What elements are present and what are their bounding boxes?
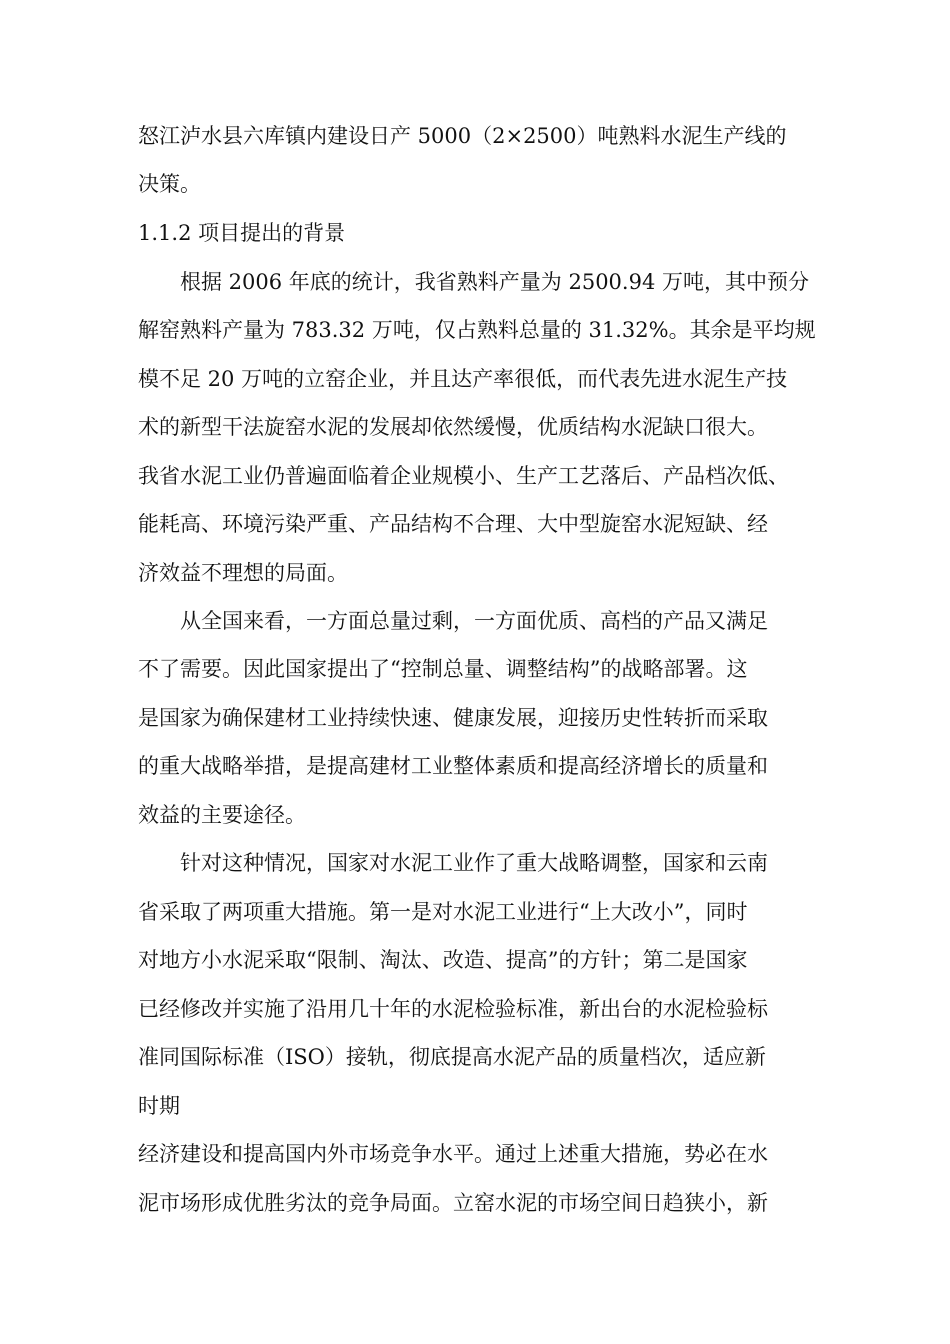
- text-line: 术的新型干法旋窑水泥的发展却依然缓慢，优质结构水泥缺口很大。: [138, 415, 768, 439]
- text-line: 解窑熟料产量为 783.32 万吨，仅占熟料总量的 31.32%。其余是平均规: [138, 318, 816, 342]
- text-line: 模不足 20 万吨的立窑企业，并且达产率很低，而代表先进水泥生产技: [138, 367, 788, 391]
- text-line: 对地方小水泥采取“限制、淘汰、改造、提高”的方针；第二是国家: [138, 948, 748, 972]
- text-line: 根据 2006 年底的统计，我省熟料产量为 2500.94 万吨，其中预分: [180, 270, 809, 294]
- text-line: 泥市场形成优胜劣汰的竞争局面。立窑水泥的市场空间日趋狭小，新: [138, 1191, 768, 1215]
- text-line: 已经修改并实施了沿用几十年的水泥检验标准，新出台的水泥检验标: [138, 997, 768, 1021]
- text-line: 效益的主要途径。: [138, 803, 306, 827]
- text-line: 不了需要。因此国家提出了“控制总量、调整结构”的战略部署。这: [138, 657, 748, 681]
- text-line: 时期: [138, 1094, 180, 1118]
- text-line: 济效益不理想的局面。: [138, 561, 348, 585]
- text-line: 准同国际标准（ISO）接轨，彻底提高水泥产品的质量档次，适应新: [138, 1045, 766, 1069]
- section-heading: 1.1.2 项目提出的背景: [138, 221, 346, 245]
- text-line: 针对这种情况，国家对水泥工业作了重大战略调整，国家和云南: [180, 851, 768, 875]
- text-line: 决策。: [138, 172, 201, 196]
- text-line: 能耗高、环境污染严重、产品结构不合理、大中型旋窑水泥短缺、经: [138, 512, 768, 536]
- text-line: 我省水泥工业仍普遍面临着企业规模小、生产工艺落后、产品档次低、: [138, 464, 789, 488]
- text-line: 怒江泸水县六库镇内建设日产 5000（2×2500）吨熟料水泥生产线的: [138, 124, 787, 148]
- text-line: 从全国来看，一方面总量过剩，一方面优质、高档的产品又满足: [180, 609, 768, 633]
- text-line: 是国家为确保建材工业持续快速、健康发展，迎接历史性转折而采取: [138, 706, 768, 730]
- text-line: 的重大战略举措，是提高建材工业整体素质和提高经济增长的质量和: [138, 754, 768, 778]
- text-line: 经济建设和提高国内外市场竞争水平。通过上述重大措施，势必在水: [138, 1142, 768, 1166]
- text-line: 省采取了两项重大措施。第一是对水泥工业进行“上大改小”，同时: [138, 900, 748, 924]
